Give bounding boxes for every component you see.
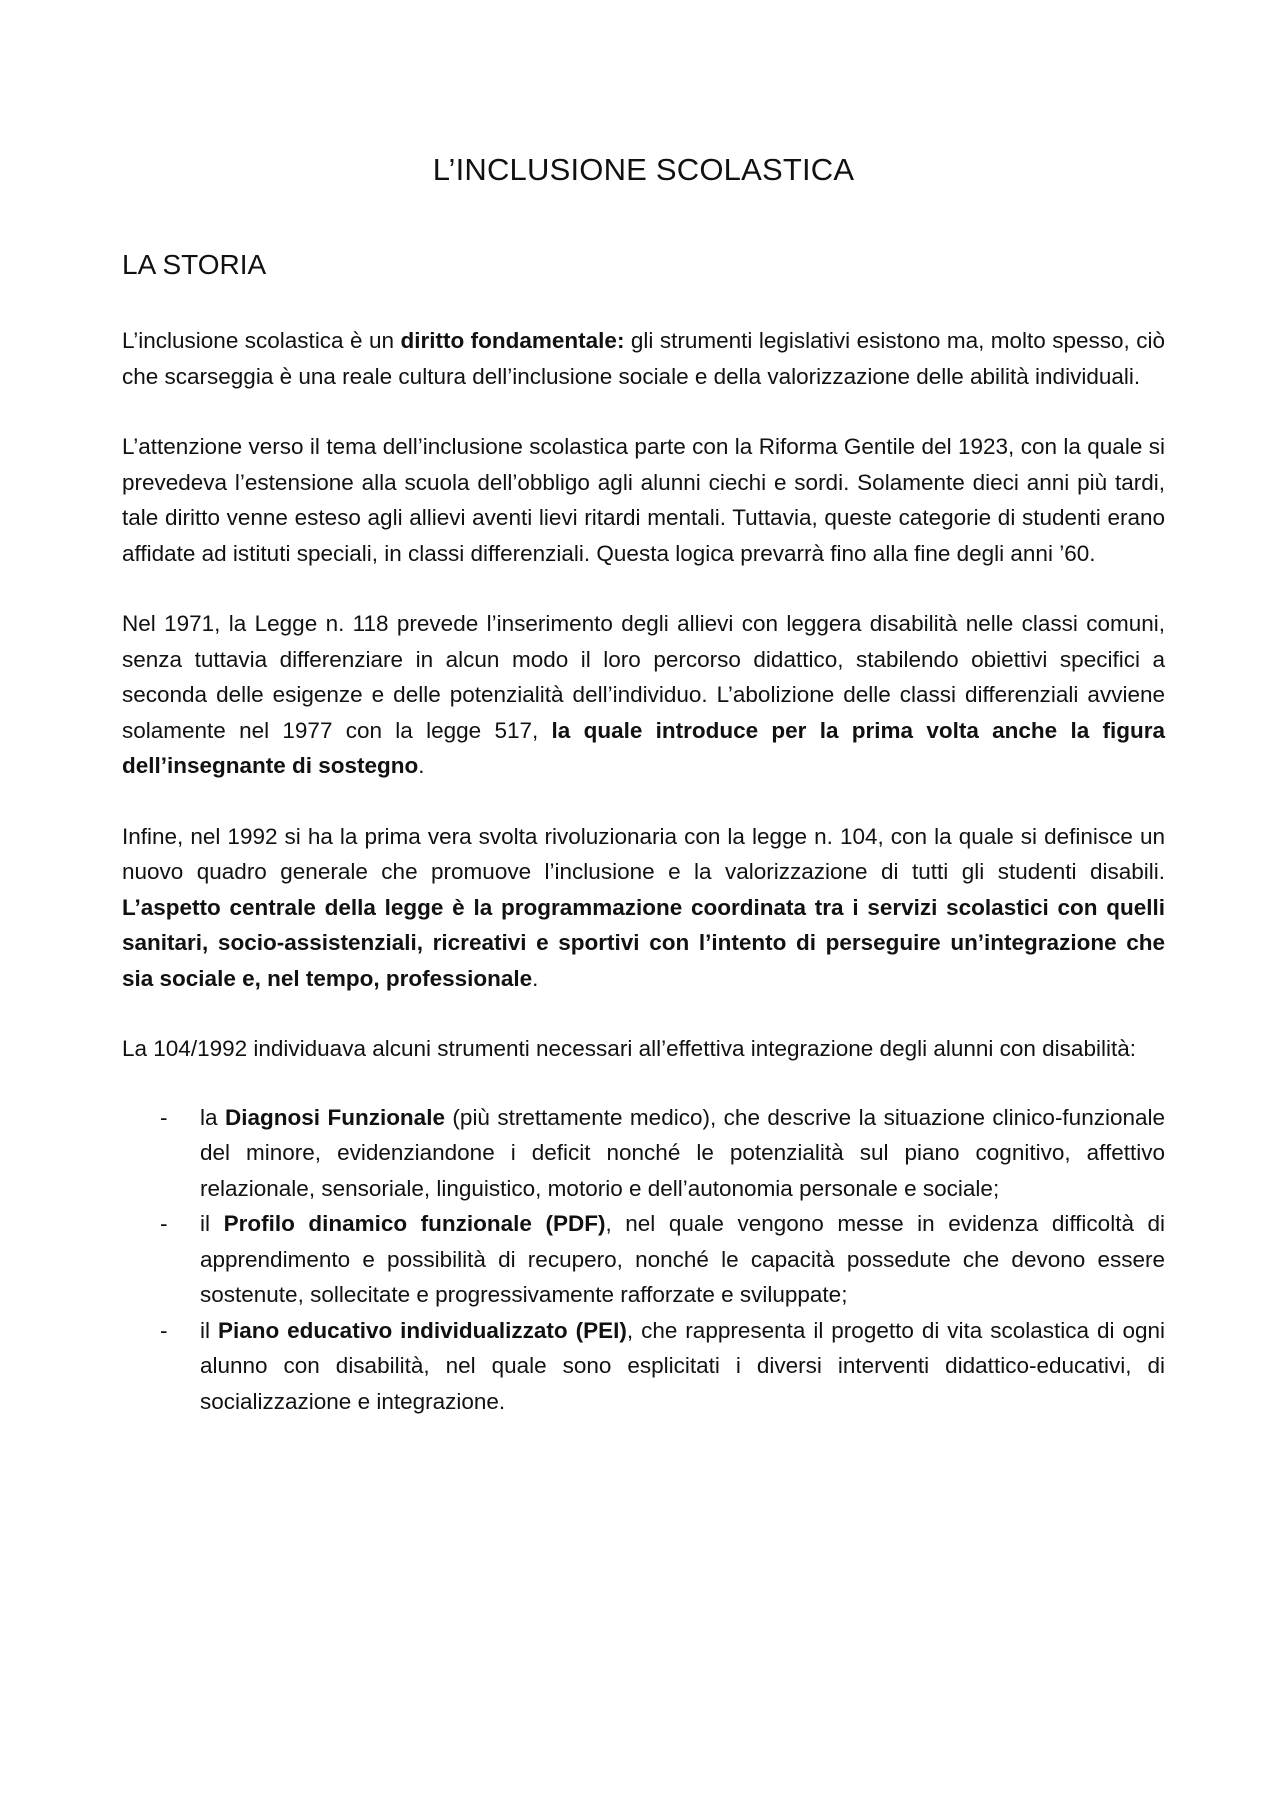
section-heading: LA STORIA bbox=[122, 249, 267, 280]
document-title: L’INCLUSIONE SCOLASTICA bbox=[432, 152, 855, 187]
list-item-bold: Profilo dinamico funzionale (PDF) bbox=[223, 1211, 606, 1236]
bold-text: L’aspetto centrale della legge è la programmazione coordinata tra i servizi scolastici con quelli sanitari, socio-assistenziali, ricreativi e sportivi con l’intento di perseguire un’integrazione che sia sociale e, nel tempo, professionale bbox=[122, 894, 1165, 991]
paragraph-law-118 bbox=[122, 606, 1165, 784]
list-item-bold: Piano educativo individualizzato (PEI) bbox=[217, 1317, 627, 1343]
list-item bbox=[122, 1206, 1165, 1313]
bold-text: diritto fondamentale: bbox=[400, 328, 625, 353]
paragraph-history: L’attenzione verso il tema dell’inclusione scolastica parte con la Riforma Gentile del 1923, con la quale si prevedeva l’estensione alla scuola dell’obbligo agli alunni ciechi e sordi. Solamente dieci anni più tardi, tale diritto venne esteso agli allievi aventi lievi ritardi mentali. Tuttavia, queste categorie di studenti erano affidate ad istituti speciali, in classi differenziali. Questa logica prevarrà fino alla fine degli anni ’60. bbox=[122, 434, 1165, 566]
list-item-text: , che rappresenta il progetto di vita scolastica di ogni alunno con disabilità, nel quale sono esplicitati i diversi interventi didattico-educativi, di socializzazione e integrazione. bbox=[200, 1317, 1165, 1414]
list-item-bold: Diagnosi Funzionale bbox=[224, 1104, 445, 1130]
list-item-text: (più strettamente medico), che descrive la situazione clinico-funzionale del minore, evidenziandone i deficit nonché le potenzialità sul piano cognitivo, affettivo relazionale, sensoriale, linguistico, motorio e dell’autonomia personale e sociale; bbox=[200, 1104, 1166, 1201]
paragraph-text: . bbox=[532, 965, 539, 991]
list-item-text: , nel quale vengono messe in evidenza difficoltà di apprendimento e possibilità di recupero, nonché le capacità possedute che devono essere sostenute, sollecitate e progressivamente rafforzate e sviluppate; bbox=[200, 1211, 1166, 1307]
paragraph-text: L’inclusione scolastica è un bbox=[122, 328, 401, 353]
paragraph-text: . bbox=[418, 753, 425, 778]
list-item-text: il bbox=[200, 1211, 224, 1236]
tools-list bbox=[122, 1100, 1165, 1420]
bold-text: la quale introduce per la prima volta anche la figura dell’insegnante di sostegno bbox=[122, 717, 1165, 778]
paragraph-text: gli strumenti legislativi esistono ma, molto spesso, ciò che scarseggia è una reale cultura dell’inclusione sociale e della valorizzazione delle abilità individuali. bbox=[122, 328, 1166, 389]
bullet-dash: - bbox=[160, 1104, 168, 1130]
paragraph-text: Infine, nel 1992 si ha la prima vera svolta rivoluzionaria con la legge n. 104, con la quale si definisce un nuovo quadro generale che promuove l’inclusione e la valorizzazione di tutti gli studenti disabili. bbox=[122, 823, 1165, 884]
list-item-text: il bbox=[200, 1317, 218, 1343]
paragraph-law-104 bbox=[122, 819, 1165, 997]
bullet-dash: - bbox=[160, 1317, 168, 1343]
bullet-dash: - bbox=[160, 1211, 168, 1236]
paragraph-intro bbox=[122, 323, 1165, 394]
list-item-text: la bbox=[200, 1104, 225, 1130]
document-body bbox=[122, 323, 1165, 1419]
list-item bbox=[122, 1313, 1165, 1420]
paragraph-tools-intro: La 104/1992 individuava alcuni strumenti necessari all’effettiva integrazione degli alunni con disabilità: bbox=[122, 1036, 1136, 1061]
paragraph-text: Nel 1971, la Legge n. 118 prevede l’inserimento degli allievi con leggera disabilità nelle classi comuni, senza tuttavia differenziare in alcun modo il loro percorso didattico, stabilendo obiettivi specifici a seconda delle esigenze e delle potenzialità dell’individuo. L’abolizione delle classi differenziali avviene solamente nel 1977 con la legge 517, bbox=[122, 611, 1165, 743]
list-item bbox=[122, 1100, 1165, 1207]
